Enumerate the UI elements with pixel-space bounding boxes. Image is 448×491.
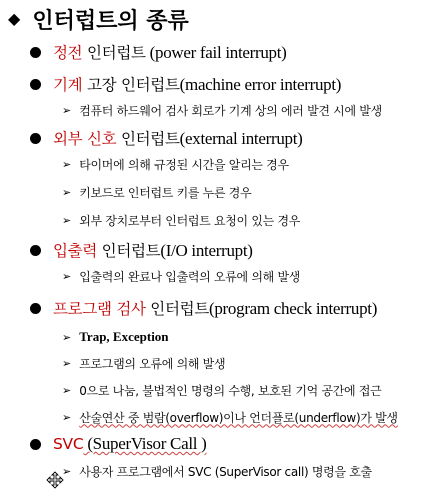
list-item-io (30, 238, 448, 262)
list-item-external (30, 126, 448, 150)
sub-item: ➢ 외부 장치로부터 인터럽트 요청이 있는 경우 (62, 213, 301, 228)
diamond-bullet-icon: ◆ (8, 9, 21, 28)
move-cursor-icon (46, 471, 64, 489)
arrow-bullet-icon: ➢ (62, 157, 72, 171)
arrow-bullet-icon: ➢ (62, 103, 72, 117)
bullet-dot-icon (30, 439, 41, 450)
sub-item: ➢ 0으로 나눔, 불법적인 명령의 수행, 보호된 기억 공간에 접근 (62, 383, 382, 398)
list-item-machine-error (30, 72, 448, 96)
slide-title (8, 4, 189, 34)
item-label: 기계 고장 인터럽트(machine error interrupt) (53, 75, 342, 94)
bullet-dot-icon (30, 133, 41, 144)
sub-item: ➢ 프로그램의 오류에 의해 발생 (62, 356, 226, 371)
sub-item: ➢ Trap, Exception (62, 329, 169, 344)
list-item-power-fail (30, 40, 448, 64)
sub-item: ➢ 타이머에 의해 규정된 시간을 알리는 경우 (62, 157, 289, 172)
bullet-dot-icon (30, 79, 41, 90)
sub-item: ➢ 사용자 프로그램에서 SVC (SuperVisor call) 명령을 호출 (62, 464, 372, 479)
list-item-svc (30, 432, 448, 456)
arrow-bullet-icon: ➢ (62, 356, 72, 370)
arrow-bullet-icon: ➢ (62, 330, 72, 344)
sub-item: ➢ 입출력의 완료나 입출력의 오류에 의해 발생 (62, 269, 301, 284)
item-label: 프로그램 검사 인터럽트(program check interrupt) (53, 299, 378, 318)
arrow-bullet-icon: ➢ (62, 464, 72, 478)
item-label: 정전 인터럽트 (power fail interrupt) (53, 43, 287, 62)
bullet-dot-icon (30, 245, 41, 256)
item-label: 외부 신호 인터럽트(external interrupt) (53, 129, 303, 148)
sub-item: ➢ 컴퓨터 하드웨어 검사 회로가 기계 상의 에러 발견 시에 발생 (62, 103, 382, 118)
item-label: SVC (SuperVisor Call ) (53, 434, 207, 453)
page-title: 인터럽트의 종류 (32, 8, 189, 34)
arrow-bullet-icon: ➢ (62, 269, 72, 283)
arrow-bullet-icon: ➢ (62, 410, 72, 424)
arrow-bullet-icon: ➢ (62, 213, 72, 227)
arrow-bullet-icon: ➢ (62, 185, 72, 199)
bullet-dot-icon (30, 303, 41, 314)
item-label: 입출력 인터럽트(I/O interrupt) (53, 241, 253, 260)
arrow-bullet-icon: ➢ (62, 383, 72, 397)
sub-item: ➢ 키보드로 인터럽트 키를 누른 경우 (62, 185, 252, 200)
list-item-program-check (30, 296, 448, 320)
sub-item: ➢ 산술연산 중 범람(overflow)이나 언더플로(underflow)가 발생 (62, 410, 398, 425)
bullet-dot-icon (30, 47, 41, 58)
